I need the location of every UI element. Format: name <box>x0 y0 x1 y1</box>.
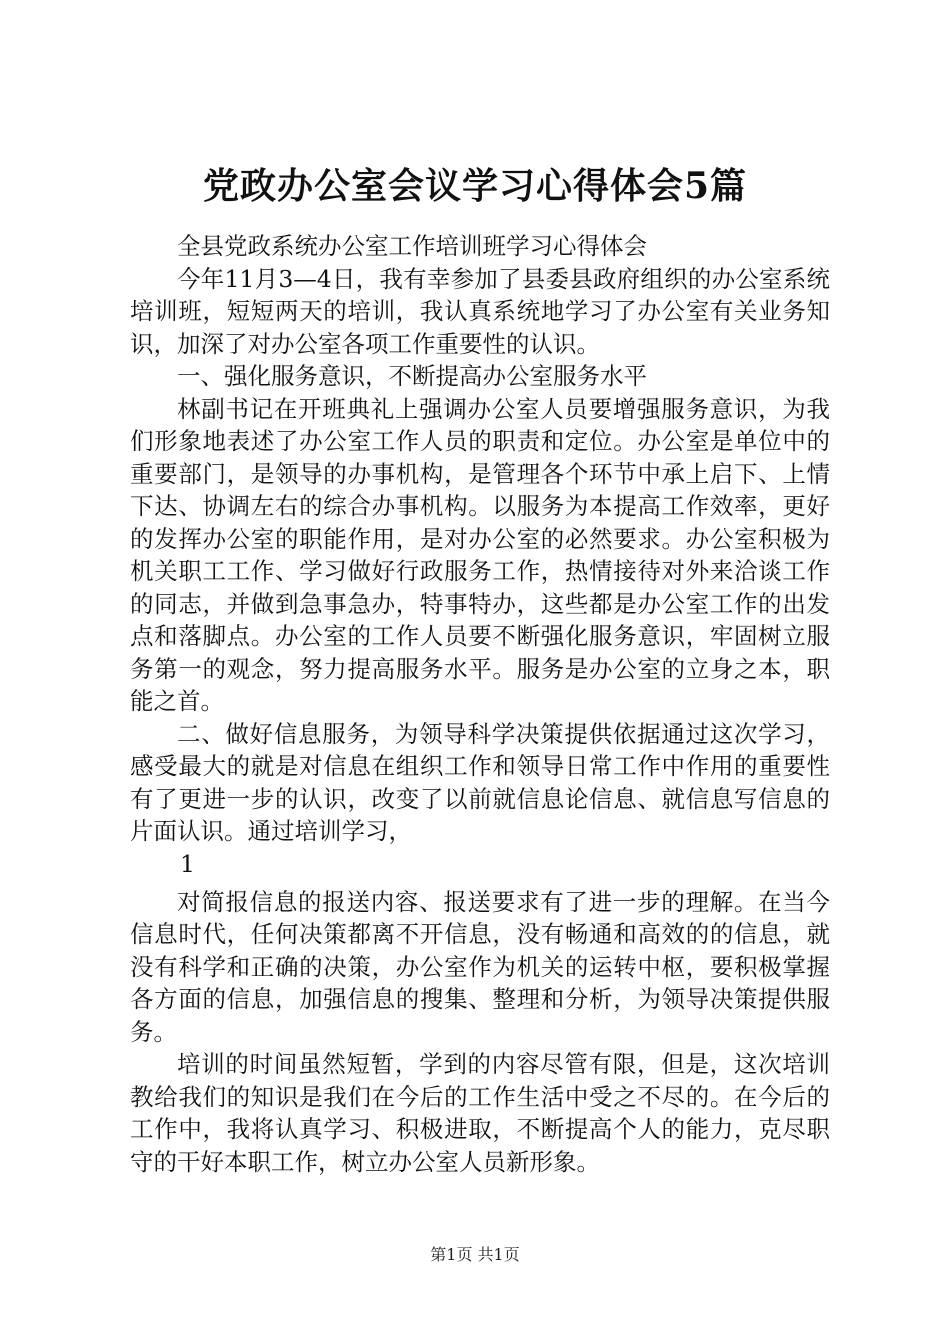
page-marker: 1 <box>180 849 195 878</box>
document-body <box>130 230 830 1178</box>
page-footer: 第1页 共1页 <box>430 1245 520 1264</box>
subtitle-paragraph: 全县党政系统办公室工作培训班学习心得体会 <box>177 232 647 260</box>
body-paragraph: 今年11月3—4日，我有幸参加了县委县政府组织的办公室系统培训班，短短两天的培训，我认真系统地学习了办公室有关业务知识，加深了对办公室各项工作重要性的认识。 <box>130 264 830 358</box>
body-paragraph: 培训的时间虽然短暂，学到的内容尽管有限，但是，这次培训教给我们的知识是我们在今后的工作生活中受之不尽的。在今后的工作中，我将认真学习、积极进取，不断提高个人的能力，克尽职守的干好本职工作，树立办公室人员新形象。 <box>130 1050 830 1176</box>
section-heading: 一、强化服务意识，不断提高办公室服务水平 <box>177 362 647 390</box>
body-paragraph: 对简报信息的报送内容、报送要求有了进一步的理解。在当今信息时代，任何决策都离不开信息，没有畅通和高效的的信息，就没有科学和正确的决策，办公室作为机关的运转中枢，要积极掌握各方面的信息，加强信息的搜集、整理和分析，为领导决策提供服务。 <box>130 887 830 1046</box>
document-title: 党政办公室会议学习心得体会5篇 <box>202 165 748 207</box>
body-paragraph: 林副书记在开班典礼上强调办公室人员要增强服务意识，为我们形象地表述了办公室工作人员的职责和定位。办公室是单位中的重要部门，是领导的办事机构，是管理各个环节中承上启下、上情下达、协调左右的综合办事机构。以服务为本提高工作效率，更好的发挥办公室的职能作用，是对办公室的必然要求。办公室积极为机关职工工作、学习做好行政服务工作，热情接待对外来洽谈工作的同志，并做到急事急办，特事特办，这些都是办公室工作的出发点和落脚点。办公室的工作人员要不断强化服务意识，牢固树立服务第一的观念，努力提高服务水平。服务是办公室的立身之本，职能之首。 <box>130 394 830 715</box>
section-heading-paragraph: 二、做好信息服务，为领导科学决策提供依据通过这次学习，感受最大的就是对信息在组织工作和领导日常工作中作用的重要性有了更进一步的认识，改变了以前就信息论信息、就信息写信息的片面认识。通过培训学习， <box>130 719 830 845</box>
